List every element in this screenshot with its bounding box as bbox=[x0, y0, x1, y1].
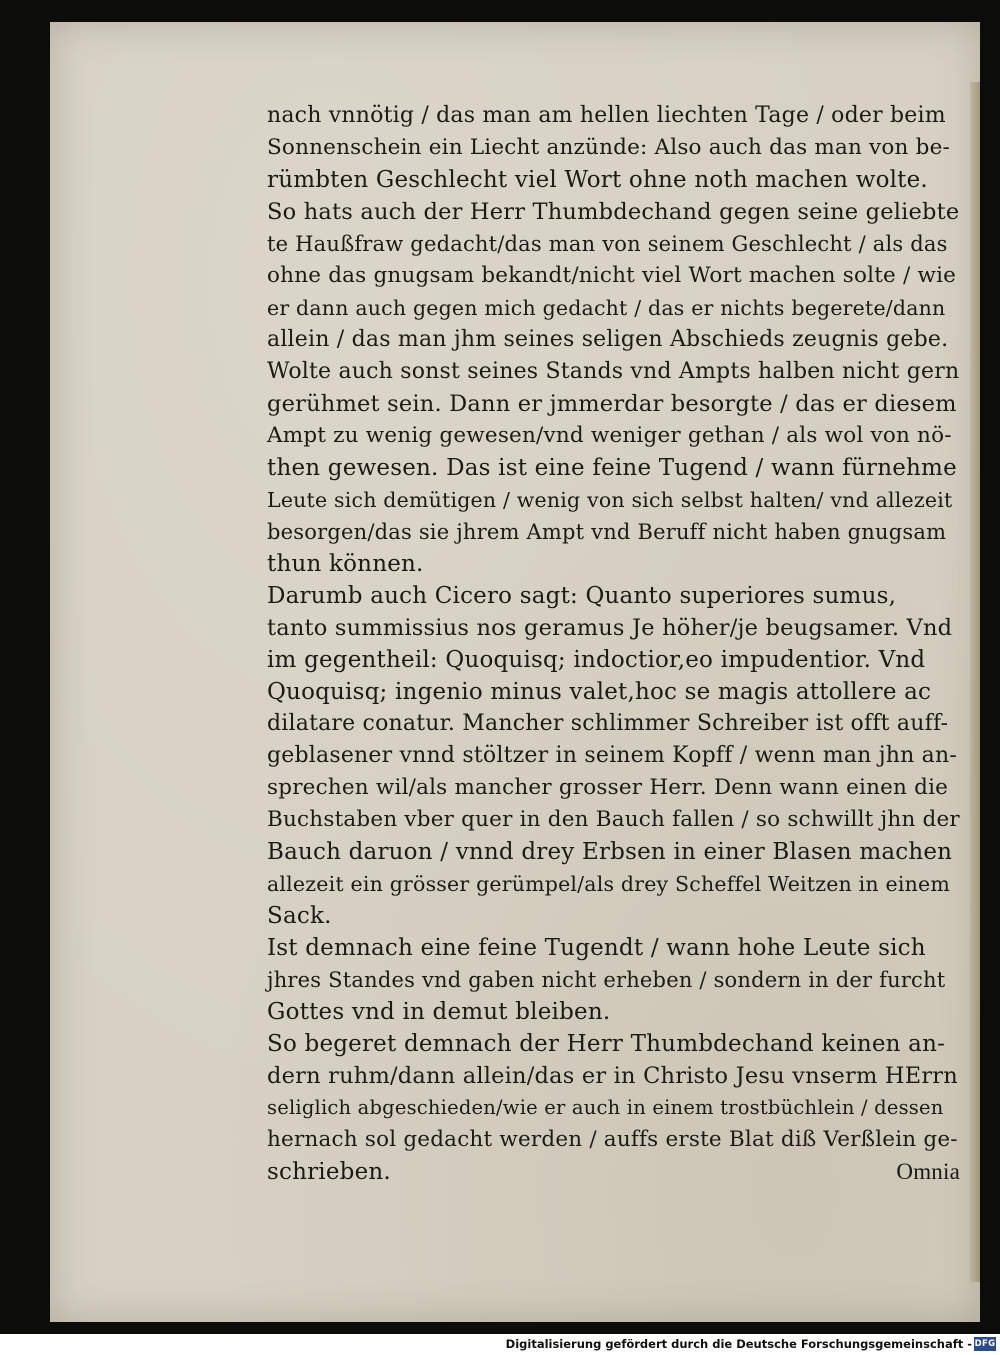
text-line: then gewesen. Das ist eine feine Tugend / wann fürnehme bbox=[267, 455, 957, 481]
text-line: gerühmet sein. Dann er jmmerdar besorgte / das er diesem bbox=[267, 391, 957, 417]
text-line: Sonnenschein ein Liecht anzünde: Also auch das man von be- bbox=[267, 135, 950, 160]
text-line: rümbten Geschlecht viel Wort ohne noth machen wolte. bbox=[267, 167, 928, 193]
dfg-logo: DFG bbox=[974, 1339, 996, 1349]
text-line: Buchstaben vber quer in den Bauch fallen / so schwillt jhn der bbox=[267, 807, 960, 832]
text-line: Ampt zu wenig gewesen/vnd weniger gethan / als wol von nö- bbox=[267, 423, 952, 448]
page-text bbox=[267, 100, 960, 1188]
text-line: im gegentheil: Quoquisq; indoctior,eo impudentior. Vnd bbox=[267, 647, 926, 673]
text-line: hernach sol gedacht werden / auffs erste Blat diß Verßlein ge- bbox=[267, 1127, 958, 1152]
text-line: ohne das gnugsam bekandt/nicht viel Wort machen solte / wie bbox=[267, 263, 957, 288]
funding-credit: Digitalisierung gefördert durch die Deutsche Forschungsgemeinschaft - bbox=[505, 1337, 972, 1351]
text-line: nach vnnötig / das man am hellen liechten Tage / oder beim bbox=[267, 103, 946, 128]
text-line: Ist demnach eine feine Tugendt / wann hohe Leute sich bbox=[267, 935, 926, 961]
text-line: Wolte auch sonst seines Stands vnd Ampts halben nicht gern bbox=[267, 359, 960, 384]
text-line: schrieben. Omnia bbox=[267, 1156, 960, 1188]
text-line: dilatare conatur. Mancher schlimmer Schreiber ist offt auff- bbox=[267, 711, 949, 736]
text-line: er dann auch gegen mich gedacht / das er nichts begerete/dann bbox=[267, 296, 946, 320]
footer-bar bbox=[0, 1334, 1000, 1355]
text-line: dern ruhm/dann allein/das er in Christo Jesu vnserm HErrn bbox=[267, 1063, 958, 1089]
text-line: Sack. bbox=[267, 903, 332, 929]
text-line: thun können. bbox=[267, 551, 424, 577]
text-line: Quoquisq; ingenio minus valet,hoc se magis attollere ac bbox=[267, 679, 932, 705]
text-line: Gottes vnd in demut bleiben. bbox=[267, 999, 611, 1025]
text-line: So begeret demnach der Herr Thumbdechand keinen an- bbox=[267, 1031, 946, 1057]
catchword: Omnia bbox=[896, 1159, 960, 1184]
text-line: allezeit ein grösser gerümpel/als drey Scheffel Weitzen in einem bbox=[267, 872, 951, 896]
text-line: tanto summissius nos geramus Je höher/je beugsamer. Vnd bbox=[267, 615, 953, 641]
text-line: jhres Standes vnd gaben nicht erheben / sondern in der furcht bbox=[267, 968, 946, 992]
text-line: allein / das man jhm seines seligen Abschieds zeugnis gebe. bbox=[267, 327, 949, 352]
page-edge-shadow bbox=[970, 82, 980, 1282]
text-line: Leute sich demütigen / wenig von sich selbst halten/ vnd allezeit bbox=[267, 488, 953, 512]
text-line: seliglich abgeschieden/wie er auch in einem trostbüchlein / dessen bbox=[267, 1096, 944, 1119]
text-line: sprechen wil/als mancher grosser Herr. Denn wann einen die bbox=[267, 775, 949, 800]
text-line: te Haußfraw gedacht/das man von seinem Geschlecht / als das bbox=[267, 232, 948, 256]
text-line: Bauch daruon / vnnd drey Erbsen in einer Blasen machen bbox=[267, 839, 953, 865]
text-line: Darumb auch Cicero sagt: Quanto superiores sumus, bbox=[267, 583, 897, 609]
text-line: So hats auch der Herr Thumbdechand gegen seine geliebte bbox=[267, 199, 960, 225]
text-line: besorgen/das sie jhrem Ampt vnd Beruff nicht haben gnugsam bbox=[267, 520, 947, 544]
text-line: geblasener vnnd stöltzer in seinem Kopff / wenn man jhn an- bbox=[267, 743, 957, 768]
